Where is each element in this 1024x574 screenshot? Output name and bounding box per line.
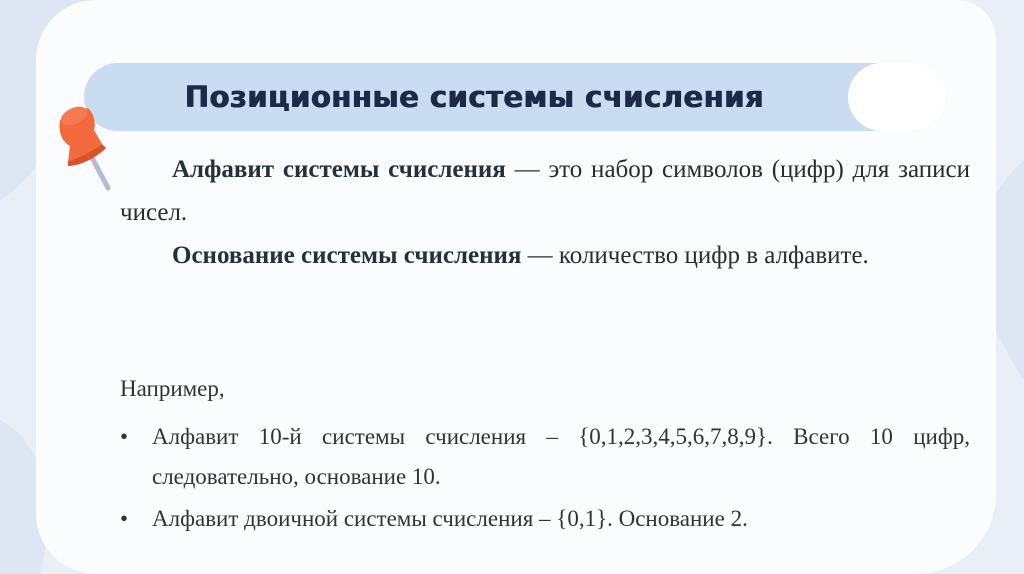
list-item bbox=[120, 417, 970, 497]
definition-alphabet bbox=[120, 148, 970, 234]
bullet-icon: • bbox=[120, 506, 129, 531]
definition-base bbox=[120, 234, 970, 277]
definitions bbox=[120, 148, 970, 277]
definition-base-text: — количество цифр в алфавите. bbox=[521, 242, 869, 269]
slide-title: Позиционные системы счисления bbox=[184, 80, 764, 114]
example-list bbox=[120, 417, 970, 539]
list-item-text: Алфавит 10-й системы счисления – {0,1,2,3,4,5,6,7,8,9}. Всего 10 цифр, следовательно, основание 10. bbox=[152, 424, 970, 489]
list-item-text: Алфавит двоичной системы счисления – {0,1}. Основание 2. bbox=[152, 506, 748, 531]
list-item bbox=[120, 499, 970, 539]
example-section bbox=[120, 372, 970, 541]
example-heading: Например, bbox=[120, 376, 225, 401]
bullet-icon: • bbox=[120, 424, 129, 449]
term-alphabet: Алфавит системы счисления bbox=[172, 156, 506, 183]
definition-alphabet-text: — это набор символов (цифр) для записи чисел. bbox=[120, 156, 970, 226]
push-pin-icon bbox=[50, 100, 130, 200]
term-base: Основание системы счисления bbox=[172, 242, 522, 269]
